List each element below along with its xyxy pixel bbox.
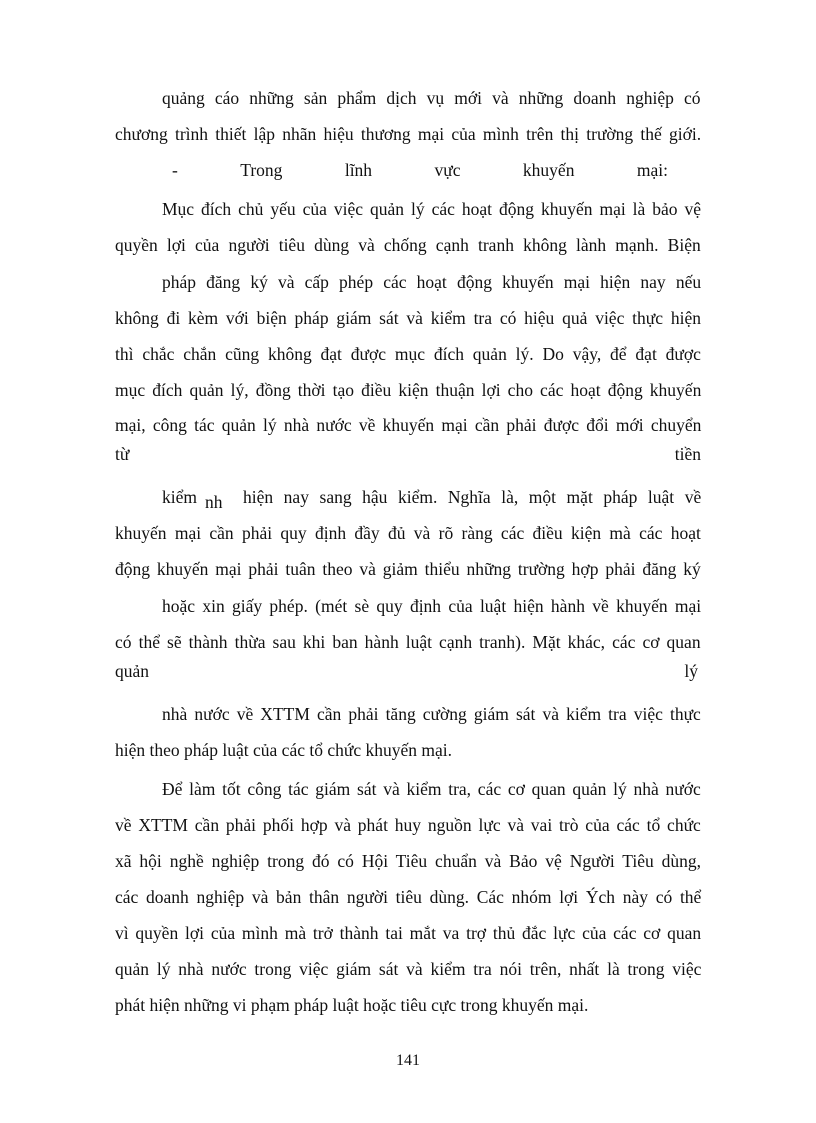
text-line: chương trình thiết lập nhãn hiệu thương mại của mình trên thị trường thế giới. [115, 124, 702, 144]
heading-word: Trong [240, 160, 283, 180]
text-word: từ [115, 444, 130, 464]
text-line: quyền lợi của người tiêu dùng và chống cạnh tranh không lành mạnh. Biện [115, 235, 701, 255]
text-line: động khuyến mại phải tuân theo và giảm thiểu những trường hợp phải đăng ký [115, 559, 701, 579]
text-line: vì quyền lợi của mình mà trở thành tai mắt va trợ thủ đắc lực của các cơ quan [115, 923, 702, 943]
text-fragment: nh [205, 492, 223, 512]
text-word: quản [115, 661, 150, 681]
heading-word: vực [434, 160, 461, 180]
split-line [115, 442, 701, 466]
text-word: tiền [674, 444, 701, 464]
text-line: Để làm tốt công tác giám sát và kiểm tra, các cơ quan quản lý nhà nước [162, 779, 701, 799]
heading-dash: - [172, 160, 178, 180]
text-line: hiện nay sang hậu kiểm. Nghĩa là, một mặt pháp luật về [243, 487, 702, 507]
text-line: về XTTM cần phải phối hợp và phát huy nguồn lực và vai trò của các tổ chức [115, 815, 701, 835]
text-line: khuyến mại cần phải quy định đầy đủ và rõ ràng các điều kiện mà các hoạt [115, 523, 701, 543]
text-line: quảng cáo những sản phẩm dịch vụ mới và những doanh nghiệp có [162, 88, 701, 108]
text-line: phát hiện những vi phạm pháp luật hoặc tiêu cực trong khuyến mại. [115, 995, 589, 1015]
text-line: có thể sẽ thành thừa sau khi ban hành luật cạnh tranh). Mặt khác, các cơ quan [115, 632, 701, 652]
text-line: mại, công tác quản lý nhà nước về khuyến mại cần phải được đổi mới chuyển [115, 415, 702, 435]
text-line: thì chắc chắn cũng không đạt được mục đích quản lý. Do vậy, để đạt được [115, 344, 701, 364]
heading-word: mại: [636, 160, 668, 180]
text-line: xã hội nghề nghiệp trong đó có Hội Tiêu chuẩn và Bảo vệ Người Tiêu dùng, [115, 851, 702, 871]
split-line [115, 659, 698, 683]
text-line: không đi kèm với biện pháp giám sát và kiểm tra có hiệu quả việc thực hiện [115, 308, 701, 328]
section-heading [172, 158, 668, 182]
text-fragment: kiểm [162, 487, 197, 507]
text-word: lý [684, 661, 698, 681]
text-line: hoặc xin giấy phép. (mét sè quy định của luật hiện hành về khuyến mại [162, 596, 702, 616]
text-line: pháp đăng ký và cấp phép các hoạt động khuyến mại hiện nay nếu [162, 272, 702, 292]
text-line: quản lý nhà nước trong việc giám sát và kiểm tra nói trên, nhất là trong việc [115, 959, 702, 979]
heading-word: khuyến [522, 160, 575, 180]
text-line: các doanh nghiệp và bản thân người tiêu dùng. Các nhóm lợi Ých này có thể [115, 887, 702, 907]
text-line: mục đích quản lý, đồng thời tạo điều kiện thuận lợi cho các hoạt động khuyến [115, 380, 702, 400]
page-number: 141 [396, 1052, 420, 1069]
heading-word: lĩnh [344, 160, 373, 180]
text-line: nhà nước về XTTM cần phải tăng cường giám sát và kiểm tra việc thực [162, 704, 701, 724]
text-line: hiện theo pháp luật của các tổ chức khuyến mại. [115, 740, 452, 760]
text-line: Mục đích chủ yếu của việc quản lý các hoạt động khuyến mại là bảo vệ [162, 199, 702, 219]
